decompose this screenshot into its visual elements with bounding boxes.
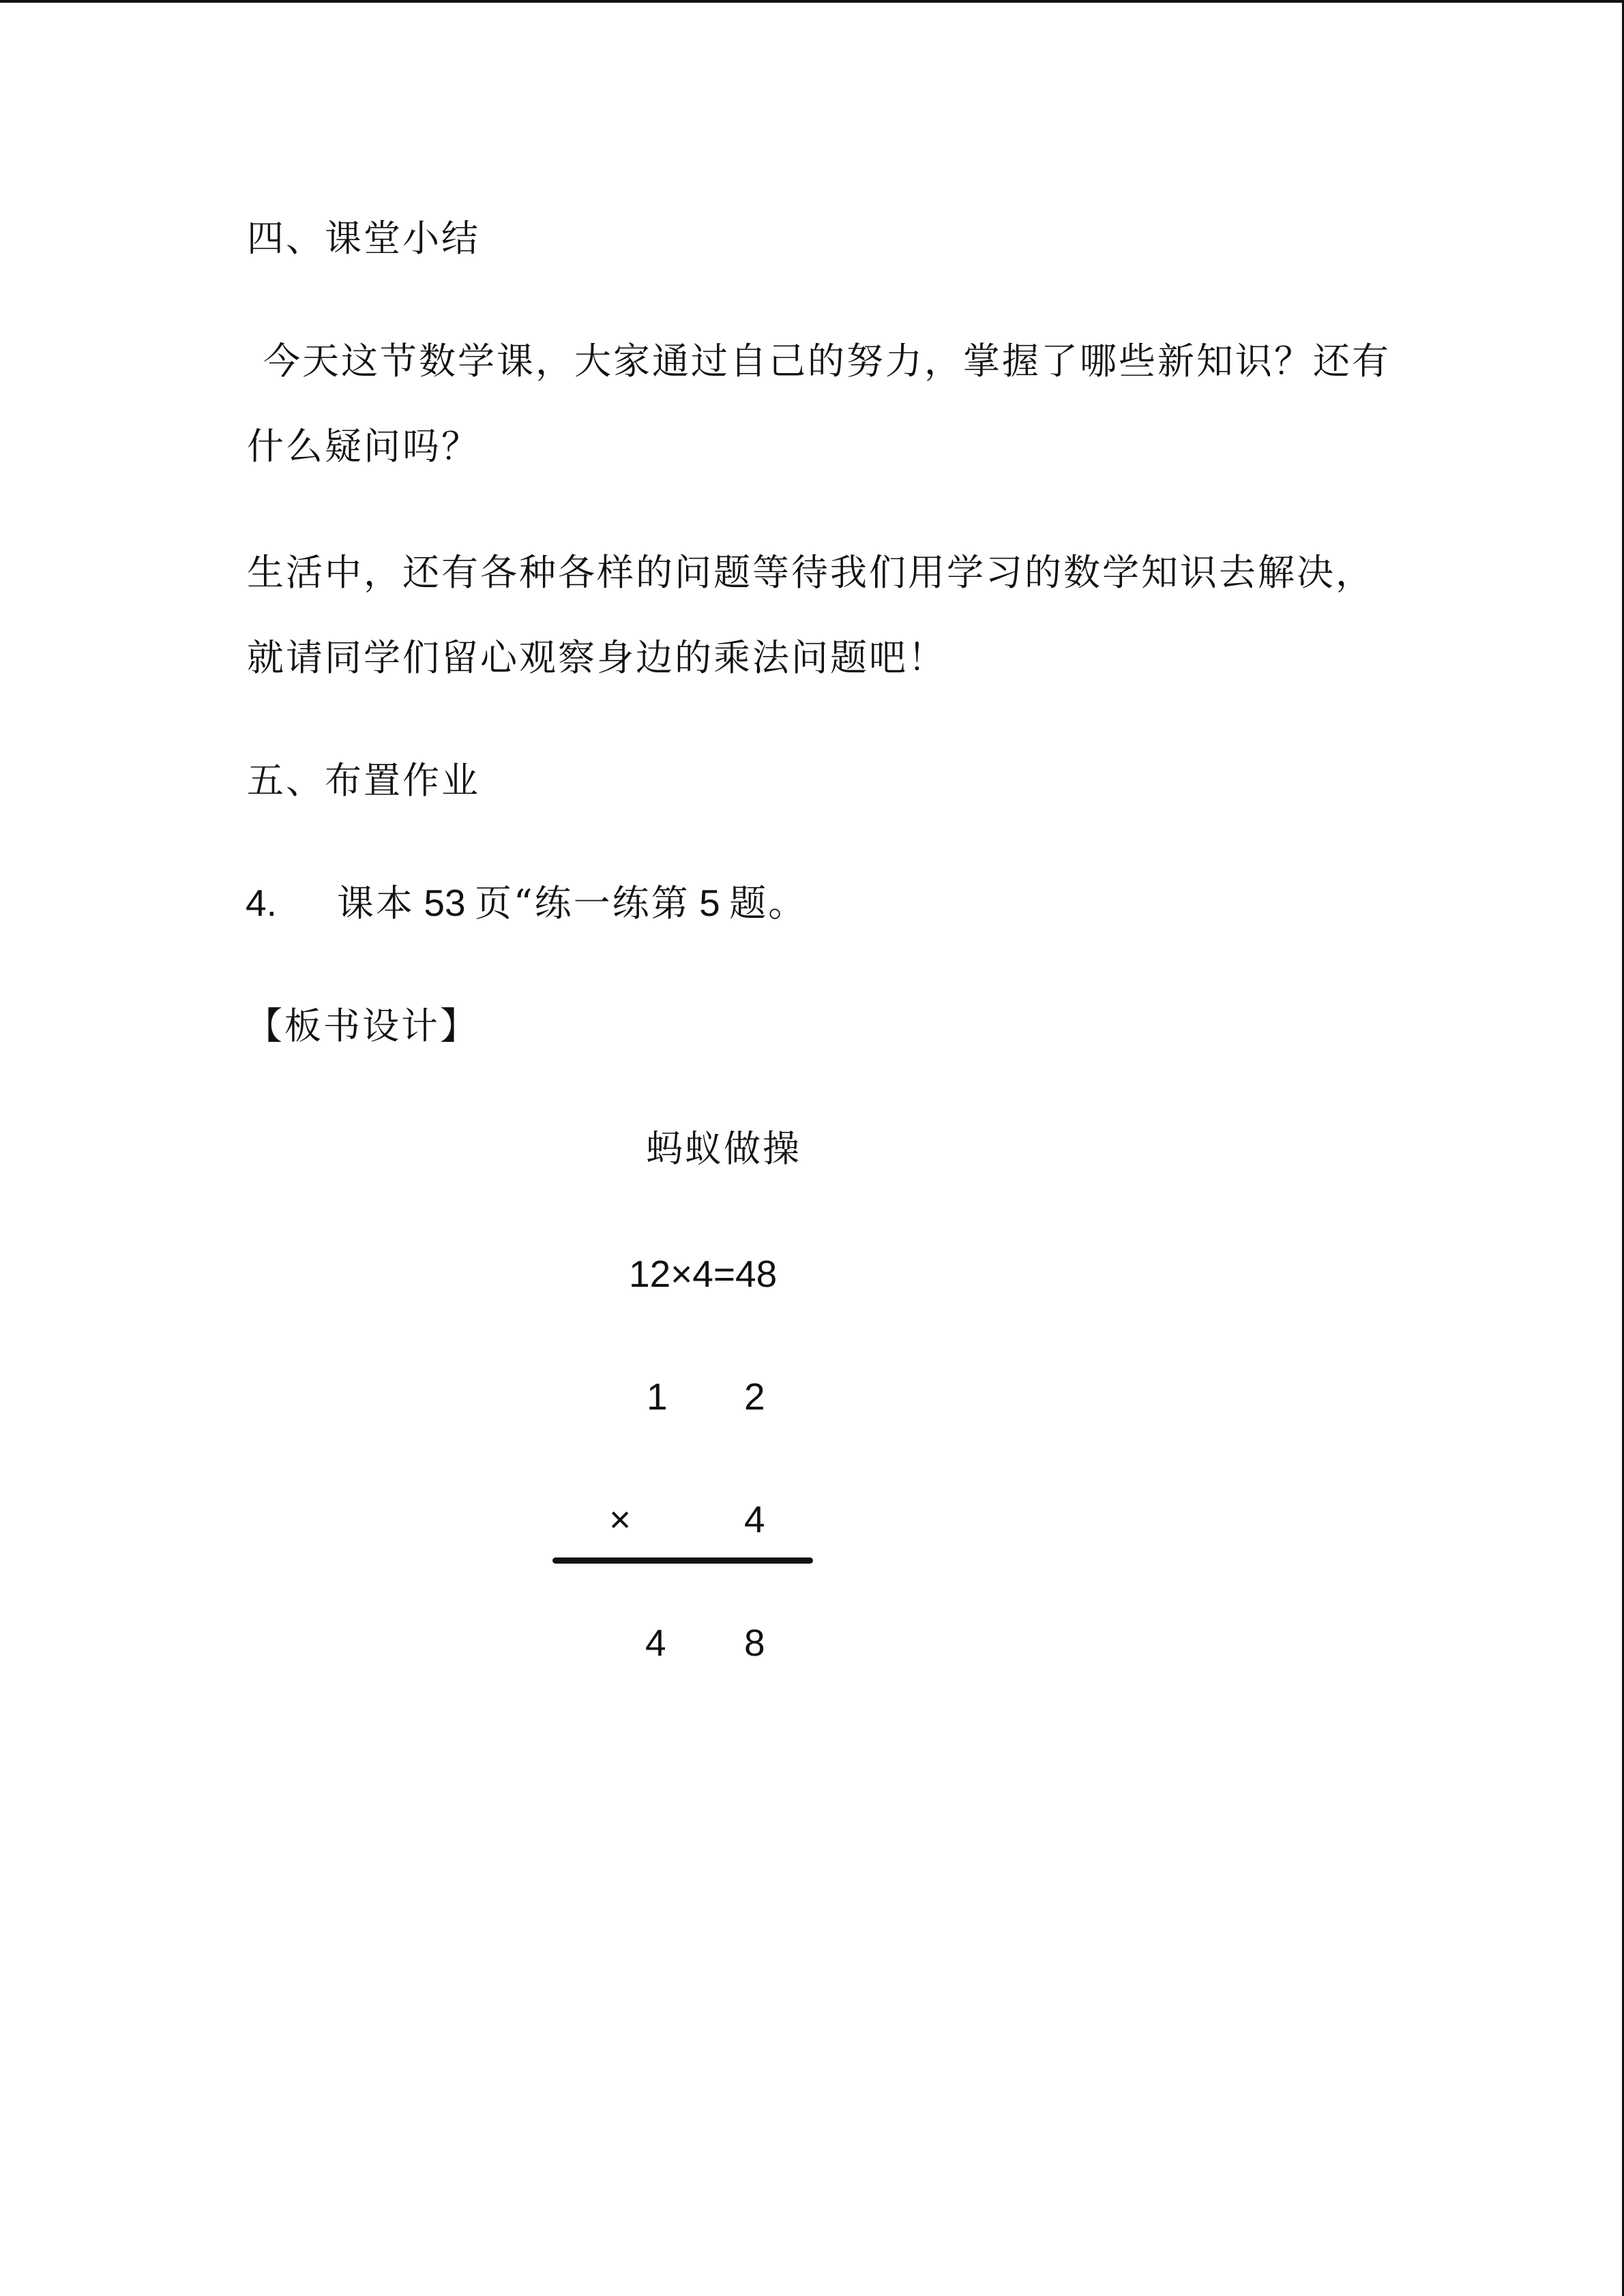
calc-result-ones: 8	[744, 1622, 765, 1664]
section-heading-homework: 五、布置作业	[247, 759, 480, 802]
calc-row2-ones: 4	[744, 1498, 765, 1540]
summary-paragraph-line-1: 今天这节数学课，大家通过自己的努力，掌握了哪些新知识？还有	[263, 340, 1391, 383]
board-design-heading: 【板书设计】	[246, 1004, 479, 1047]
homework-page-number: 53	[424, 882, 466, 924]
calc-multiply-operator: ×	[609, 1498, 632, 1540]
homework-exercise-number: 5	[699, 882, 720, 924]
section-heading-summary: 四、课堂小结	[247, 217, 480, 260]
homework-text-1: 课本	[336, 882, 415, 925]
calc-row1-tens: 1	[647, 1375, 668, 1418]
life-paragraph-line-2: 就请同学们留心观察身边的乘法问题吧！	[247, 636, 947, 679]
calc-result-tens: 4	[645, 1622, 666, 1664]
calc-row1-ones: 2	[744, 1375, 765, 1418]
homework-text-2: 页“练一练第	[475, 882, 690, 925]
board-equation: 12×4=48	[629, 1253, 778, 1295]
summary-paragraph-line-2: 什么疑问吗？	[247, 425, 480, 468]
homework-item-number: 4.	[246, 882, 277, 924]
homework-item	[246, 882, 807, 924]
life-paragraph-line-1: 生活中，还有各种各样的问题等待我们用学习的数学知识去解决，	[247, 551, 1374, 594]
calc-divider-line	[552, 1557, 813, 1564]
homework-text-3: 题。	[729, 882, 808, 925]
board-title: 蚂蚁做操	[646, 1127, 801, 1170]
